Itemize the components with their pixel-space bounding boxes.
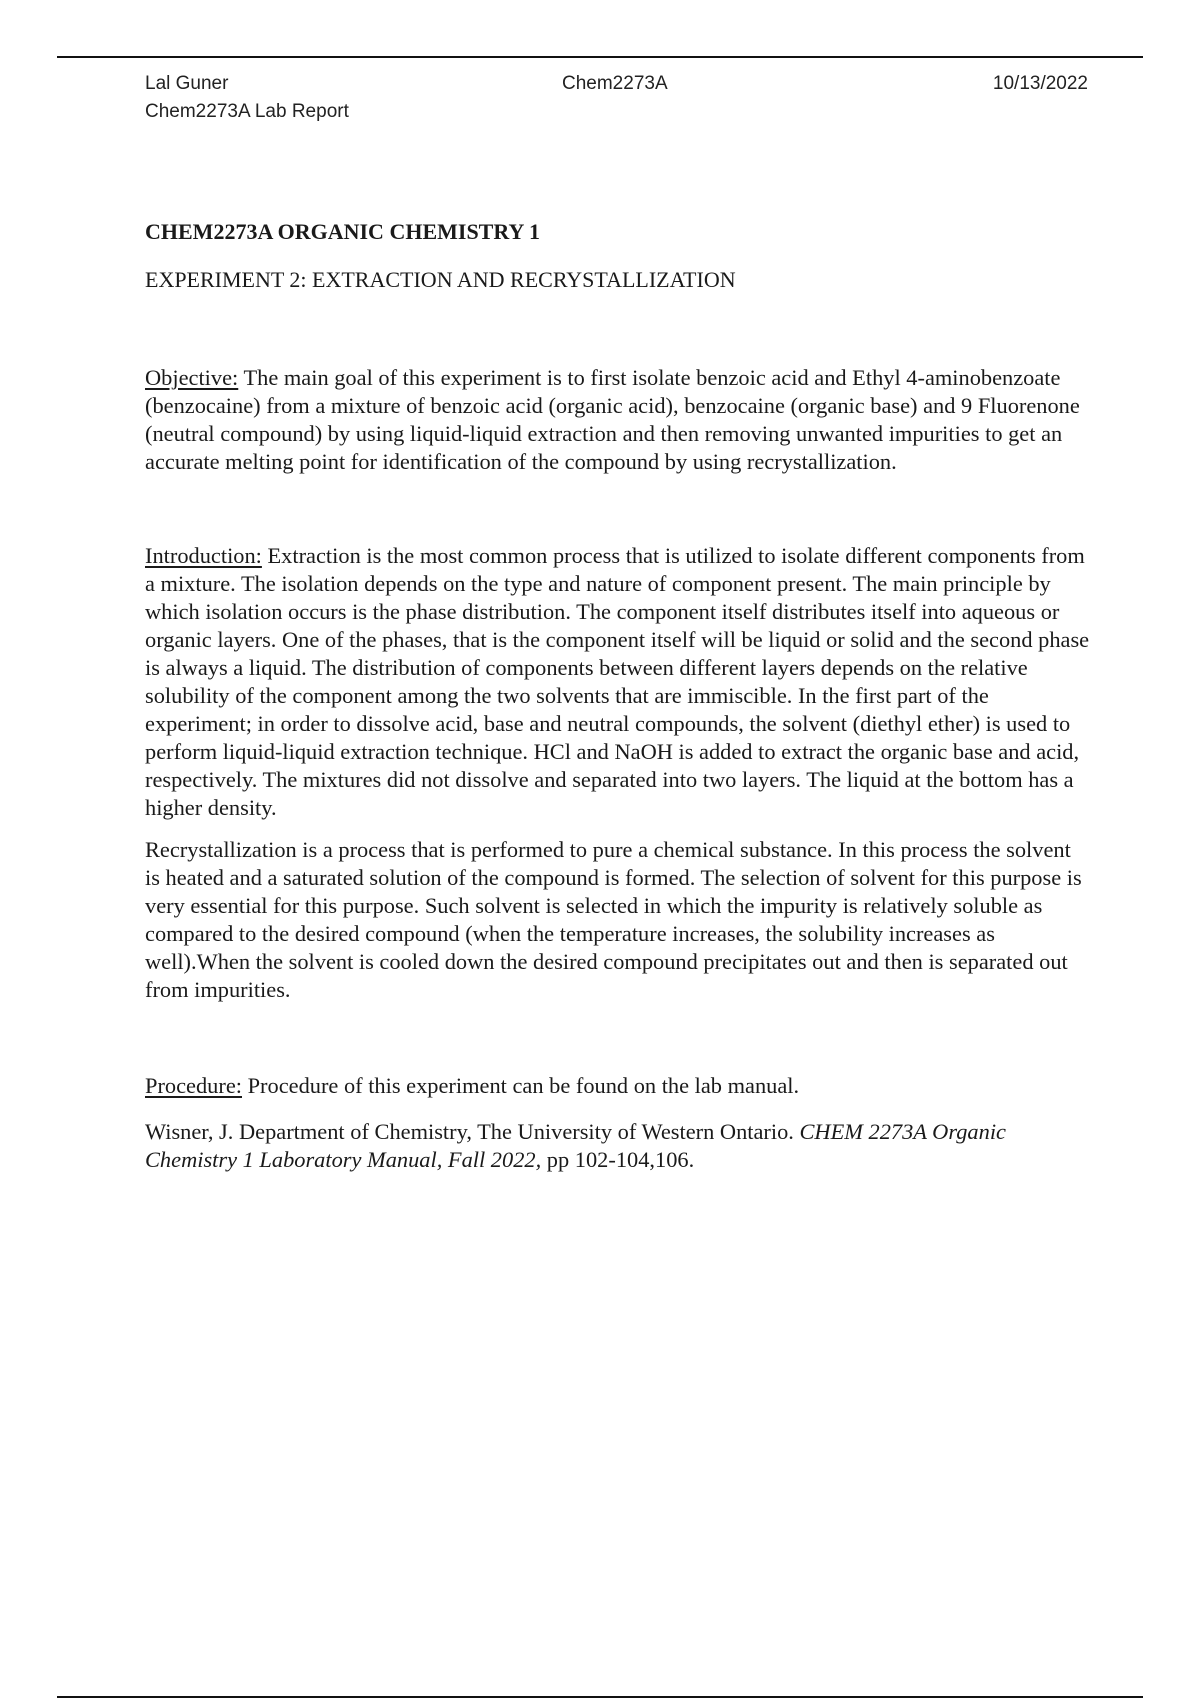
objective-paragraph (145, 364, 1090, 476)
experiment-title: EXPERIMENT 2: EXTRACTION AND RECRYSTALLIZATION (145, 267, 736, 292)
report-subtitle: Chem2273A Lab Report (145, 101, 349, 122)
introduction-label: Introduction: (145, 543, 262, 568)
document-body (145, 218, 1090, 1174)
procedure-text: Procedure of this experiment can be found on the lab manual. (242, 1073, 800, 1098)
introduction-text: Extraction is the most common process that is utilized to isolate different components from a mixture. The isolation depends on the type and nature of component present. The main principle by which isolation occurs is the phase distribution. The component itself distributes itself into aqueous or organic layers. One of the phases, that is the component itself will be liquid or solid and the second phase is always a liquid. The distribution of components between different layers depends on the relative solubility of the component among the two solvents that are immiscible. In the first part of the experiment; in order to dissolve acid, base and neutral compounds, the solvent (diethyl ether) is used to perform liquid-liquid extraction technique. HCl and NaOH is added to extract the organic base and acid, respectively. The mixtures did not dissolve and separated into two layers. The liquid at the bottom has a higher density. (145, 543, 1090, 820)
author-name: Lal Guner (145, 73, 229, 94)
reference-title: CHEM 2273A Organic Chemistry 1 Laboratory Manual, Fall 2022, (145, 1119, 1006, 1172)
header-course-code: Chem2273A (562, 73, 668, 94)
introduction-paragraph (145, 542, 1090, 822)
objective-label: Objective: (145, 365, 239, 390)
procedure-label: Procedure: (145, 1073, 242, 1098)
header-date: 10/13/2022 (992, 73, 1088, 94)
header-rule (57, 56, 1143, 58)
objective-text: The main goal of this experiment is to first isolate benzoic acid and Ethyl 4-aminobenzoate (benzocaine) from a mixture of benzoic acid (organic acid), benzocaine (organic base) and 9 Fluorenone (neutral compound) by using liquid-liquid extraction and then removing unwanted impurities to get an accurate melting point for identification of the compound by using recrystallization. (145, 365, 1080, 474)
reference-citation (145, 1118, 1090, 1174)
reference-pages: pp 102-104,106. (541, 1147, 695, 1172)
page-header (145, 70, 1088, 130)
reference-prefix: Wisner, J. Department of Chemistry, The University of Western Ontario. (145, 1119, 800, 1144)
course-title: CHEM2273A ORGANIC CHEMISTRY 1 (145, 219, 541, 244)
header-left (145, 70, 349, 126)
footer-rule (57, 1696, 1143, 1698)
procedure-paragraph (145, 1072, 1090, 1100)
recrystallization-paragraph: Recrystallization is a process that is performed to pure a chemical substance. In this process the solvent is heated and a saturated solution of the compound is formed. The selection of solvent for this purpose is very essential for this purpose. Such solvent is selected in which the impurity is relatively soluble as compared to the desired compound (when the temperature increases, the solubility increases as well).When the solvent is cooled down the desired compound precipitates out and then is separated out from impurities. (145, 837, 1082, 1002)
